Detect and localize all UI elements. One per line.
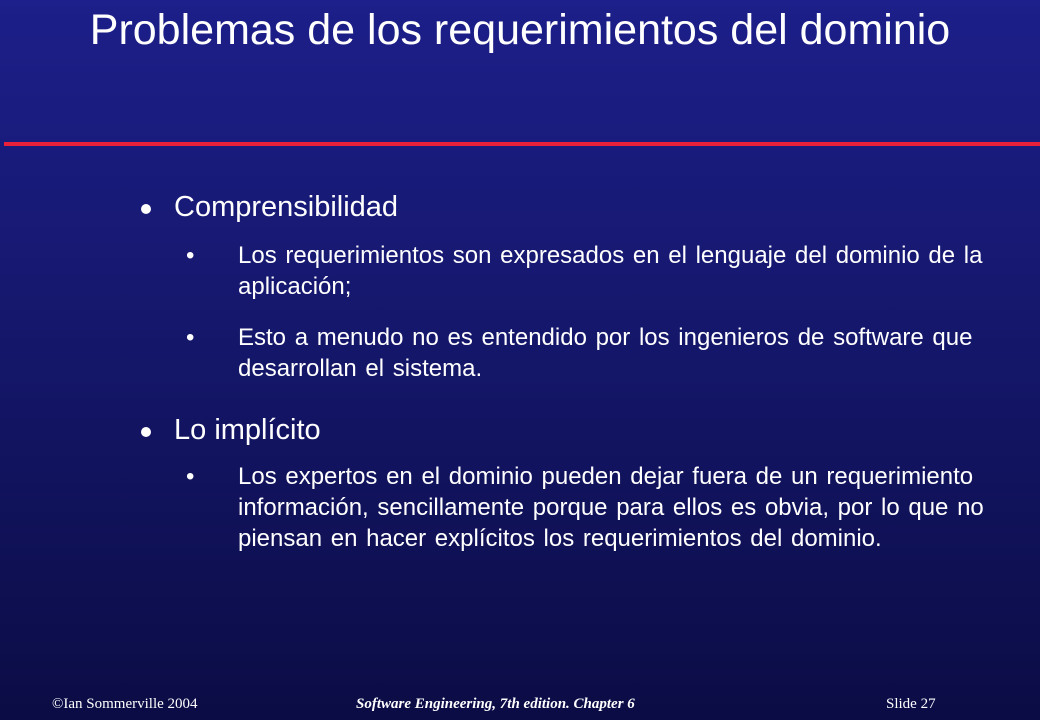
bullet-icon bbox=[141, 204, 151, 214]
footer-book-title: Software Engineering, 7th edition. Chapter 6 bbox=[356, 696, 635, 712]
sub-bullet-text: Los requerimientos son expresados en el lenguaje del dominio de la aplicación; bbox=[238, 242, 983, 300]
bullet-heading: Lo implícito bbox=[174, 414, 321, 446]
sub-bullet-icon: • bbox=[186, 463, 195, 490]
sub-bullet-text: Esto a menudo no es entendido por los ingenieros de software que desarrollan el sistema. bbox=[238, 324, 973, 382]
sub-bullet-icon: • bbox=[186, 242, 195, 269]
sub-bullet-icon: • bbox=[186, 324, 195, 351]
title-divider bbox=[4, 142, 1040, 146]
footer-copyright: ©Ian Sommerville 2004 bbox=[52, 696, 198, 712]
bullet-heading: Comprensibilidad bbox=[174, 191, 399, 223]
sub-bullet-text: Los expertos en el dominio pueden dejar fuera de un requerimiento información, sencillamente porque para ellos es obvia, por lo que no piensan en hacer explícitos los requerimientos del dominio. bbox=[238, 463, 984, 552]
slide-title: Problemas de los requerimientos del dominio bbox=[89, 6, 951, 54]
bullet-icon bbox=[141, 427, 151, 437]
footer-slide-number: Slide 27 bbox=[886, 696, 936, 712]
